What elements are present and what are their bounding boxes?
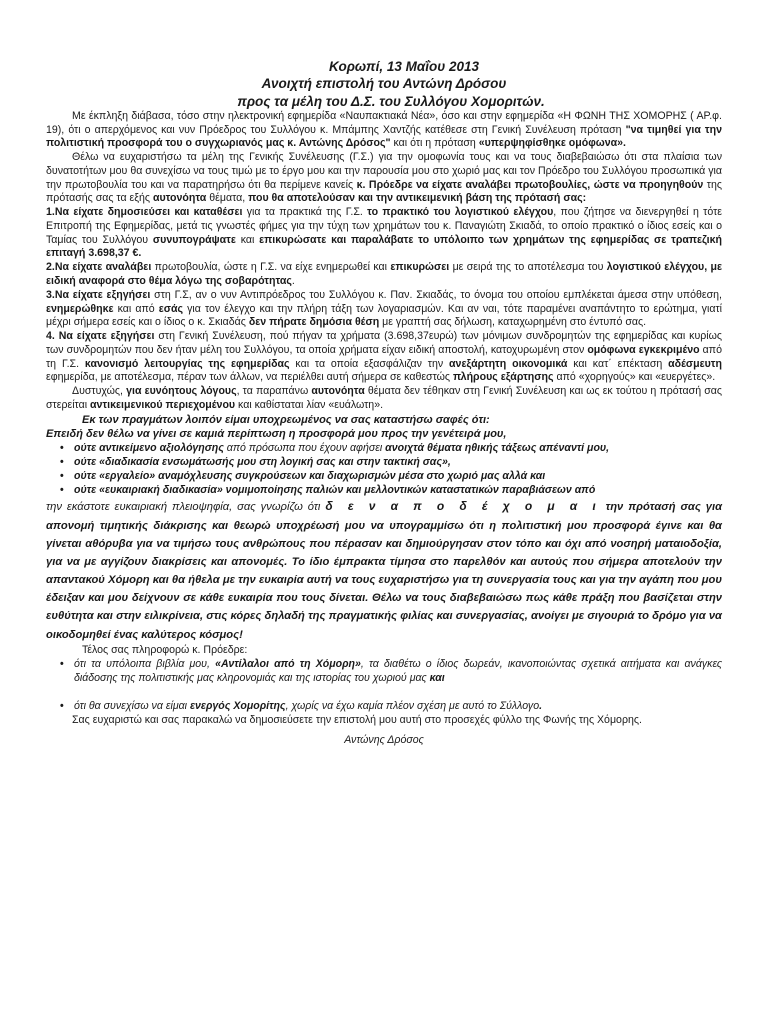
list-item: • ούτε «διαδικασία ενσωμάτωσής μου στη λογική σας και στην τακτική σας», xyxy=(74,456,722,470)
numbered-item-2: 2.Να είχατε αναλάβει πρωτοβουλία, ώστε η Γ.Σ. να είχε ενημερωθεί και επικυρώσει με σειρά της το αποτέλεσμα του λογιστικού ελέγχου, με ειδική αναφορά στο θέμα λόγω της σοβαρότητας. xyxy=(46,261,723,287)
numbered-item-4: 4. Να είχατε εξηγήσει στη Γενική Συνέλευση, πού πήγαν τα χρήματα (3.698,37ευρώ) των μόνιμων συνδρομητών της εφημερίδας και κυρίως των συνδρομητών που δεν ήταν μέλη του Συλλόγου, τα οποία χρήματα είχαν ειδική αποστολή, κατοχυρωμένη στον ομόφωνα εγκεκριμένο από τη Γ.Σ. κανονισμό λειτουργίας της εφημερίδας και τα οποία εξασφάλιζαν την ανεξάρτητη οικονομικά και κατ΄ επέκταση αδέσμευτη εφημερίδα, με αποτέλεσμα, πέραν των άλλων, να περιέλθει αυτή σήμερα σε καθεστώς πλήρους εξάρτησης από «χορηγούς» και «ευεργέτες». xyxy=(46,330,722,384)
numbered-item-3: 3.Να είχατε εξηγήσει στη Γ.Σ, αν ο νυν Αντιπρόεδρος του Συλλόγου κ. Παν. Σκιαδάς, το όνομα του οποίου εμπλέκεται άμεσα στην υπόθεση, ενημερώθηκε και από εσάς για τον έλεγχο και την πλήρη τάξη των λογαριασμών. Και αν ναι, τότε παραμένει αναπάντητο το ερώτημα, γιατί μέχρι σήμερα εσείς και ο ίδιος ο κ. Σκιαδάς δεν πήρατε δημόσια θέση με γραπτή σας δήλωση, καταχωρημένη στο έντυπό σας. xyxy=(46,288,722,329)
paragraph-closing: Σας ευχαριστώ και σας παρακαλώ να δημοσιεύσετε την επιστολή μου αυτή στο προσεχές φύλλο της Φωνής της Χόμορης. xyxy=(72,713,642,726)
list-item: • ούτε «εργαλείο» αναμόχλευσης συγκρούσεων και διαχωρισμών μέσα στο χωριό μας αλλά και xyxy=(74,470,722,484)
paragraph-refusal: την εκάστοτε ευκαιριακή πλειοψηφία, σας γνωρίζω ότι δ ε ν α π ο δ έ χ ο μ α ι την πρότασή σας για απονομή τιμητικής διάκρισης και θεωρώ υποχρέωσή μου να υπογραμμίσω ότι η πολιτιστική μου προσφορά έγινε και θα γίνεται αθόρυβα για να τιμήσω τους ανθρώπους που πέρασαν και δημιούργησαν στον τόπο και όχι από νοσηρή ματαιοδοξία, για να με αγγίζουν διακρίσεις και απονομές. Το ίδιο έμπρακτα τίμησα στο παρελθόν και αυτούς που σήμερα αποτελούν την απαντακού Χόμορη και θα ήθελα με την ευκαιρία αυτή να τους ευχαριστήσω για τη συνεργασία τους και για την αγάπη που μου έδειξαν και μου δείχνουν σε κάθε ευκαιρία που τους δίνεται. Θέλω να τους διαβεβαιώσω πως κάθε πράξη που βασίζεται στην ευθύτητα και στην ειλικρίνεια, στις κόρες δηλαδή της πραγματικής φιλίας και συνεργασίας, ανοίγει με σιγουριά το δρόμο για να οικοδομηθεί ένας καλύτερος κόσμος! xyxy=(46,499,723,641)
paragraph-because: Επειδή δεν θέλω να γίνει σε καμιά περίπτωση η προσφορά μου προς την γενέτειρά μου, xyxy=(46,427,507,440)
paragraph-unfortunately: Δυστυχώς, για ευνόητους λόγους, τα παραπάνω αυτονόητα θέματα δεν τέθηκαν στη Γενική Συνέλευση και ως εκ τούτου η πρότασή σας στερείται αντικειμενικού περιεχομένου και καθίσταται λίαν «ευάλωτη». xyxy=(46,385,722,411)
list-item: • ότι τα υπόλοιπα βιβλία μου, «Αντίλαλοι από τη Χόμορη», τα διαθέτω ο ίδιος δωρεάν, ικανοποιώντας σχετικά αιτήματα και ανάγκες διάδοσης της πολιτιστικής μας κληρονομιάς και της ιστορίας του χωριού μας και xyxy=(74,658,722,686)
numbered-item-1: 1.Να είχατε δημοσιεύσει και καταθέσει για τα πρακτικά της Γ.Σ. το πρακτικό του λογιστικού ελέγχου, που ζήτησε να διενεργηθεί η τότε Επιτροπή της Εφημερίδας, μετά τις γνωστές φήμες για την τύχη των χρημάτων του κ. Παναγιώτη Σκιαδά, το οποίο πρακτικό ο ίδιος εσείς και ο Ταμίας του Συλλόγου συνυπογράψατε και επικυρώσατε και παραλάβατε το υπόλοιπο των χρημάτων της εφημερίδας σε τραπεζική επιταγή 3.698,37 €. xyxy=(46,206,723,260)
signature: Αντώνης Δρόσος xyxy=(344,733,424,746)
paragraph-intro: Με έκπληξη διάβασα, τόσο στην ηλεκτρονική εφημερίδα «Ναυπακτιακά Νέα», όσο και στην εφημερίδα «Η ΦΩΝΗ ΤΗΣ ΧΟΜΟΡΗΣ ( ΑΡ.φ. 19), ότι ο απερχόμενος και νυν Πρόεδρος του Συλλόγου κ. Μπάμπης Χαντζής κατέθεσε στη Γενική Συνέλευση πρόταση "να τιμηθεί για την πολιτιστική προσφορά του ο συγχωριανός μας κ. Αντώνης Δρόσος" και ότι η πρόταση «υπερψηφίσθηκε ομόφωνα». xyxy=(46,109,722,150)
paragraph-thanks: Θέλω να ευχαριστήσω τα μέλη της Γενικής Συνέλευσης (Γ.Σ.) για την ομοφωνία τους και να τους διαβεβαιώσω ότι στα πλαίσια των δυνατοτήτων μου θα συνεχίσω να τους τιμώ με το έργο μου και την παρουσία μου στο χωριό μας και τον Πρόεδρο του Συλλόγου προσωπικά για την πρωτοβουλία του και να παρατηρήσω ότι θα περίμενε κανείς κ. Πρόεδρε να είχατε αναλάβει πρωτοβουλίες, ώστε να προηγηθούν της πρότασής σας τα εξής αυτονόητα θέματα, που θα αποτελούσαν και την αντικειμενική βάση της πρότασή σας: xyxy=(46,151,722,205)
letter-subtitle: προς τα μέλη του Δ.Σ. του Συλλόγου Χομοριτών. xyxy=(237,93,545,109)
bullet-list-refusals xyxy=(46,442,722,497)
list-item: • ούτε αντικείμενο αξιολόγησης από πρόσωπα που έχουν αφήσει ανοιχτά θέματα ηθικής τάξεως απέναντί μου, xyxy=(74,442,722,456)
paragraph-finally: Τέλος σας πληροφορώ κ. Πρόεδρε: xyxy=(82,643,248,656)
letter-title: Ανοιχτή επιστολή του Αντώνη Δρόσου xyxy=(261,76,507,92)
bullet-list-final xyxy=(46,658,722,713)
list-item: • ότι θα συνεχίσω να είμαι ενεργός Χομορίτης, χωρίς να έχω καμία πλέον σχέση με αυτό το Σύλλογο. xyxy=(74,700,722,714)
letter-date: Κορωπί, 13 Μαΐου 2013 xyxy=(329,59,479,74)
letter-header xyxy=(46,58,722,110)
list-item: • ούτε «ευκαιριακή διαδικασία» νομιμοποίησης παλιών και μελλοντικών καταστατικών παραβιάσεων από xyxy=(74,484,722,498)
paragraph-obligation: Εκ των πραγμάτων λοιπόν είμαι υποχρεωμένος να σας καταστήσω σαφές ότι: xyxy=(82,413,490,426)
